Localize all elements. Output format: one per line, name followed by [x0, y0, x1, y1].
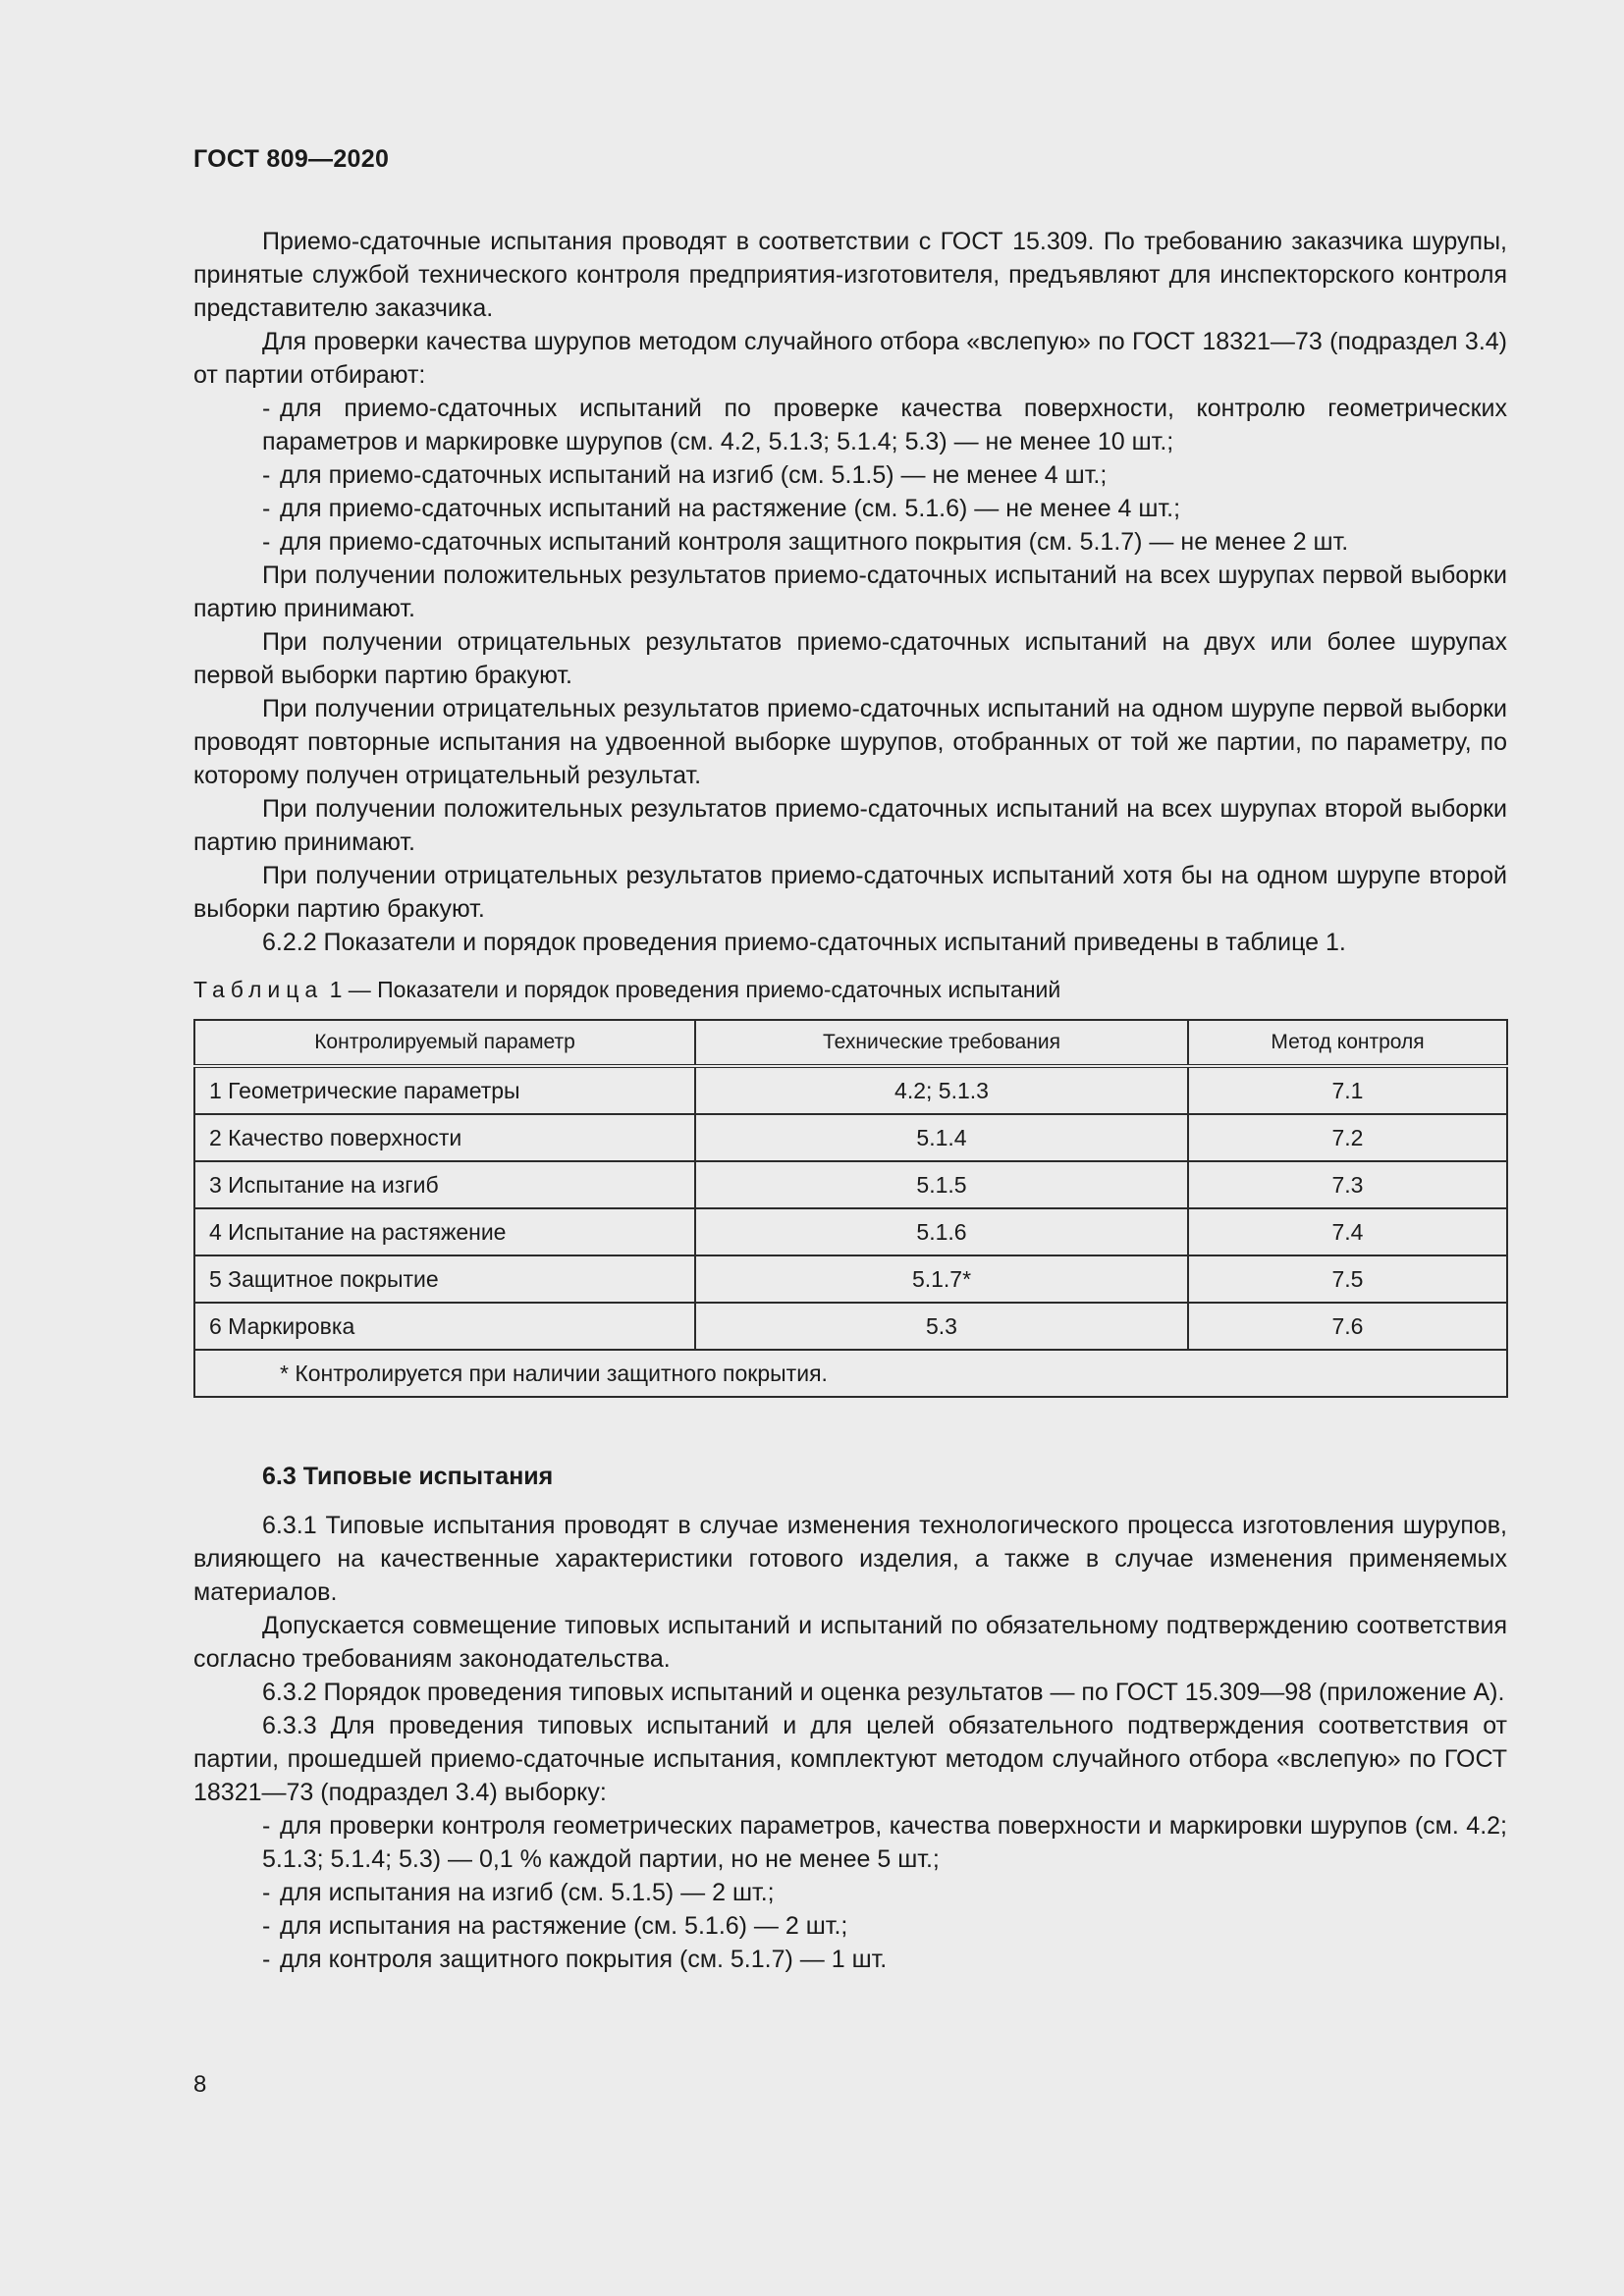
list-item-text: для приемо-сдаточных испытаний контроля защитного покрытия (см. 5.1.7) — не менее 2 шт.: [280, 528, 1349, 556]
cell-parameter: 6 Маркировка: [194, 1303, 695, 1350]
list-item: [193, 492, 1507, 525]
list-item: [193, 458, 1507, 492]
table-footnote-row: [194, 1350, 1507, 1397]
list-item-text: для приемо-сдаточных испытаний на растяжение (см. 5.1.6) — не менее 4 шт.;: [280, 495, 1181, 522]
list-item: [193, 1876, 1507, 1909]
list-dash: -: [262, 1946, 271, 1973]
paragraph: При получении отрицательных результатов приемо-сдаточных испытаний на одном шурупе первой выборки проводят повторные испытания на удвоенной выборке шурупов, отобранных от той же партии, по параметру, по которому получен отрицательный результат.: [193, 695, 1507, 789]
column-header-requirements: Технические требования: [695, 1020, 1188, 1066]
cell-parameter: 4 Испытание на растяжение: [194, 1208, 695, 1255]
paragraph: Допускается совмещение типовых испытаний и испытаний по обязательному подтверждению соответствия согласно требованиям законодательства.: [193, 1612, 1507, 1673]
cell-requirements: 5.1.5: [695, 1161, 1188, 1208]
table-row: [194, 1255, 1507, 1303]
list-dash: -: [262, 495, 271, 522]
table-row: [194, 1114, 1507, 1161]
bottom-text-block: [193, 1509, 1507, 1976]
list-item: [193, 392, 1507, 458]
paragraph: При получении положительных результатов приемо-сдаточных испытаний на всех шурупах второй выборки партию принимают.: [193, 795, 1507, 856]
paragraph: 6.3.1 Типовые испытания проводят в случае изменения технологического процесса изготовления шурупов, влияющего на качественные характеристики готового изделия, а также в случае изменения применяемых материалов.: [193, 1512, 1507, 1606]
list-item: [193, 1809, 1507, 1876]
list-dash: -: [262, 461, 271, 489]
list-item-text: для контроля защитного покрытия (см. 5.1.7) — 1 шт.: [280, 1946, 888, 1973]
paragraph: 6.3.3 Для проведения типовых испытаний и для целей обязательного подтверждения соответствия от партии, прошедшей приемо-сдаточные испытания, комплектуют методом случайного отбора «вслепую» по ГОСТ 18321—73 (подраздел 3.4) выборку:: [193, 1712, 1507, 1806]
paragraph: 6.2.2 Показатели и порядок проведения приемо-сдаточных испытаний приведены в таблице 1.: [262, 929, 1346, 956]
paragraph: При получении отрицательных результатов приемо-сдаточных испытаний хотя бы на одном шурупе второй выборки партию бракуют.: [193, 862, 1507, 923]
column-header-method: Метод контроля: [1188, 1020, 1507, 1066]
table-caption-text: 1 — Показатели и порядок проведения приемо-сдаточных испытаний: [323, 977, 1061, 1002]
table-footnote: * Контролируется при наличии защитного покрытия.: [194, 1350, 1507, 1397]
list-item: [193, 1943, 1507, 1976]
page-number: 8: [193, 2071, 207, 2098]
table-body: [194, 1066, 1507, 1350]
table-row: [194, 1066, 1507, 1114]
list-dash: -: [262, 395, 271, 422]
list-dash: -: [262, 1812, 271, 1840]
cell-parameter: 1 Геометрические параметры: [194, 1066, 695, 1114]
table-row: [194, 1303, 1507, 1350]
cell-method: 7.1: [1188, 1066, 1507, 1114]
cell-requirements: 4.2; 5.1.3: [695, 1066, 1188, 1114]
paragraph: Для проверки качества шурупов методом случайного отбора «вслепую» по ГОСТ 18321—73 (подраздел 3.4) от партии отбирают:: [193, 328, 1507, 389]
cell-method: 7.4: [1188, 1208, 1507, 1255]
cell-method: 7.6: [1188, 1303, 1507, 1350]
table-row: [194, 1161, 1507, 1208]
list-item-text: для проверки контроля геометрических параметров, качества поверхности и маркировки шурупов (см. 4.2; 5.1.3; 5.1.4; 5.3) — 0,1 % каждой партии, но не менее 5 шт.;: [262, 1812, 1507, 1873]
cell-parameter: 2 Качество поверхности: [194, 1114, 695, 1161]
list-item: [193, 525, 1507, 559]
list-item-text: для приемо-сдаточных испытаний по проверке качества поверхности, контролю геометрических параметров и маркировке шурупов (см. 4.2, 5.1.3; 5.1.4; 5.3) — не менее 10 шт.;: [262, 395, 1507, 455]
cell-parameter: 5 Защитное покрытие: [194, 1255, 695, 1303]
cell-requirements: 5.1.6: [695, 1208, 1188, 1255]
document-header: ГОСТ 809—2020: [193, 145, 390, 173]
cell-requirements: 5.3: [695, 1303, 1188, 1350]
list-item-text: для приемо-сдаточных испытаний на изгиб (см. 5.1.5) — не менее 4 шт.;: [280, 461, 1108, 489]
table-header-row: [194, 1020, 1507, 1066]
table-row: [194, 1208, 1507, 1255]
paragraph: При получении положительных результатов приемо-сдаточных испытаний на всех шурупах первой выборки партию принимают.: [193, 561, 1507, 622]
cell-method: 7.2: [1188, 1114, 1507, 1161]
top-text-block: [193, 225, 1507, 959]
list-item-text: для испытания на изгиб (см. 5.1.5) — 2 шт.;: [280, 1879, 775, 1906]
cell-requirements: 5.1.7*: [695, 1255, 1188, 1303]
list-item: [193, 1909, 1507, 1943]
paragraph: 6.3.2 Порядок проведения типовых испытаний и оценка результатов — по ГОСТ 15.309—98 (приложение А).: [262, 1679, 1505, 1706]
table-caption-label: Таблица: [193, 977, 324, 1002]
table-caption: [193, 977, 1060, 1003]
cell-method: 7.3: [1188, 1161, 1507, 1208]
list-dash: -: [262, 528, 271, 556]
column-header-parameter: Контролируемый параметр: [194, 1020, 695, 1066]
cell-requirements: 5.1.4: [695, 1114, 1188, 1161]
cell-method: 7.5: [1188, 1255, 1507, 1303]
list-dash: -: [262, 1912, 271, 1940]
section-title: 6.3 Типовые испытания: [262, 1463, 554, 1490]
acceptance-tests-table: [193, 1019, 1508, 1398]
cell-parameter: 3 Испытание на изгиб: [194, 1161, 695, 1208]
list-item-text: для испытания на растяжение (см. 5.1.6) — 2 шт.;: [280, 1912, 848, 1940]
paragraph: Приемо-сдаточные испытания проводят в соответствии с ГОСТ 15.309. По требованию заказчика шурупы, принятые службой технического контроля предприятия-изготовителя, предъявляют для инспекторского контроля представителю заказчика.: [193, 228, 1507, 322]
list-dash: -: [262, 1879, 271, 1906]
paragraph: При получении отрицательных результатов приемо-сдаточных испытаний на двух или более шурупах первой выборки партию бракуют.: [193, 628, 1507, 689]
